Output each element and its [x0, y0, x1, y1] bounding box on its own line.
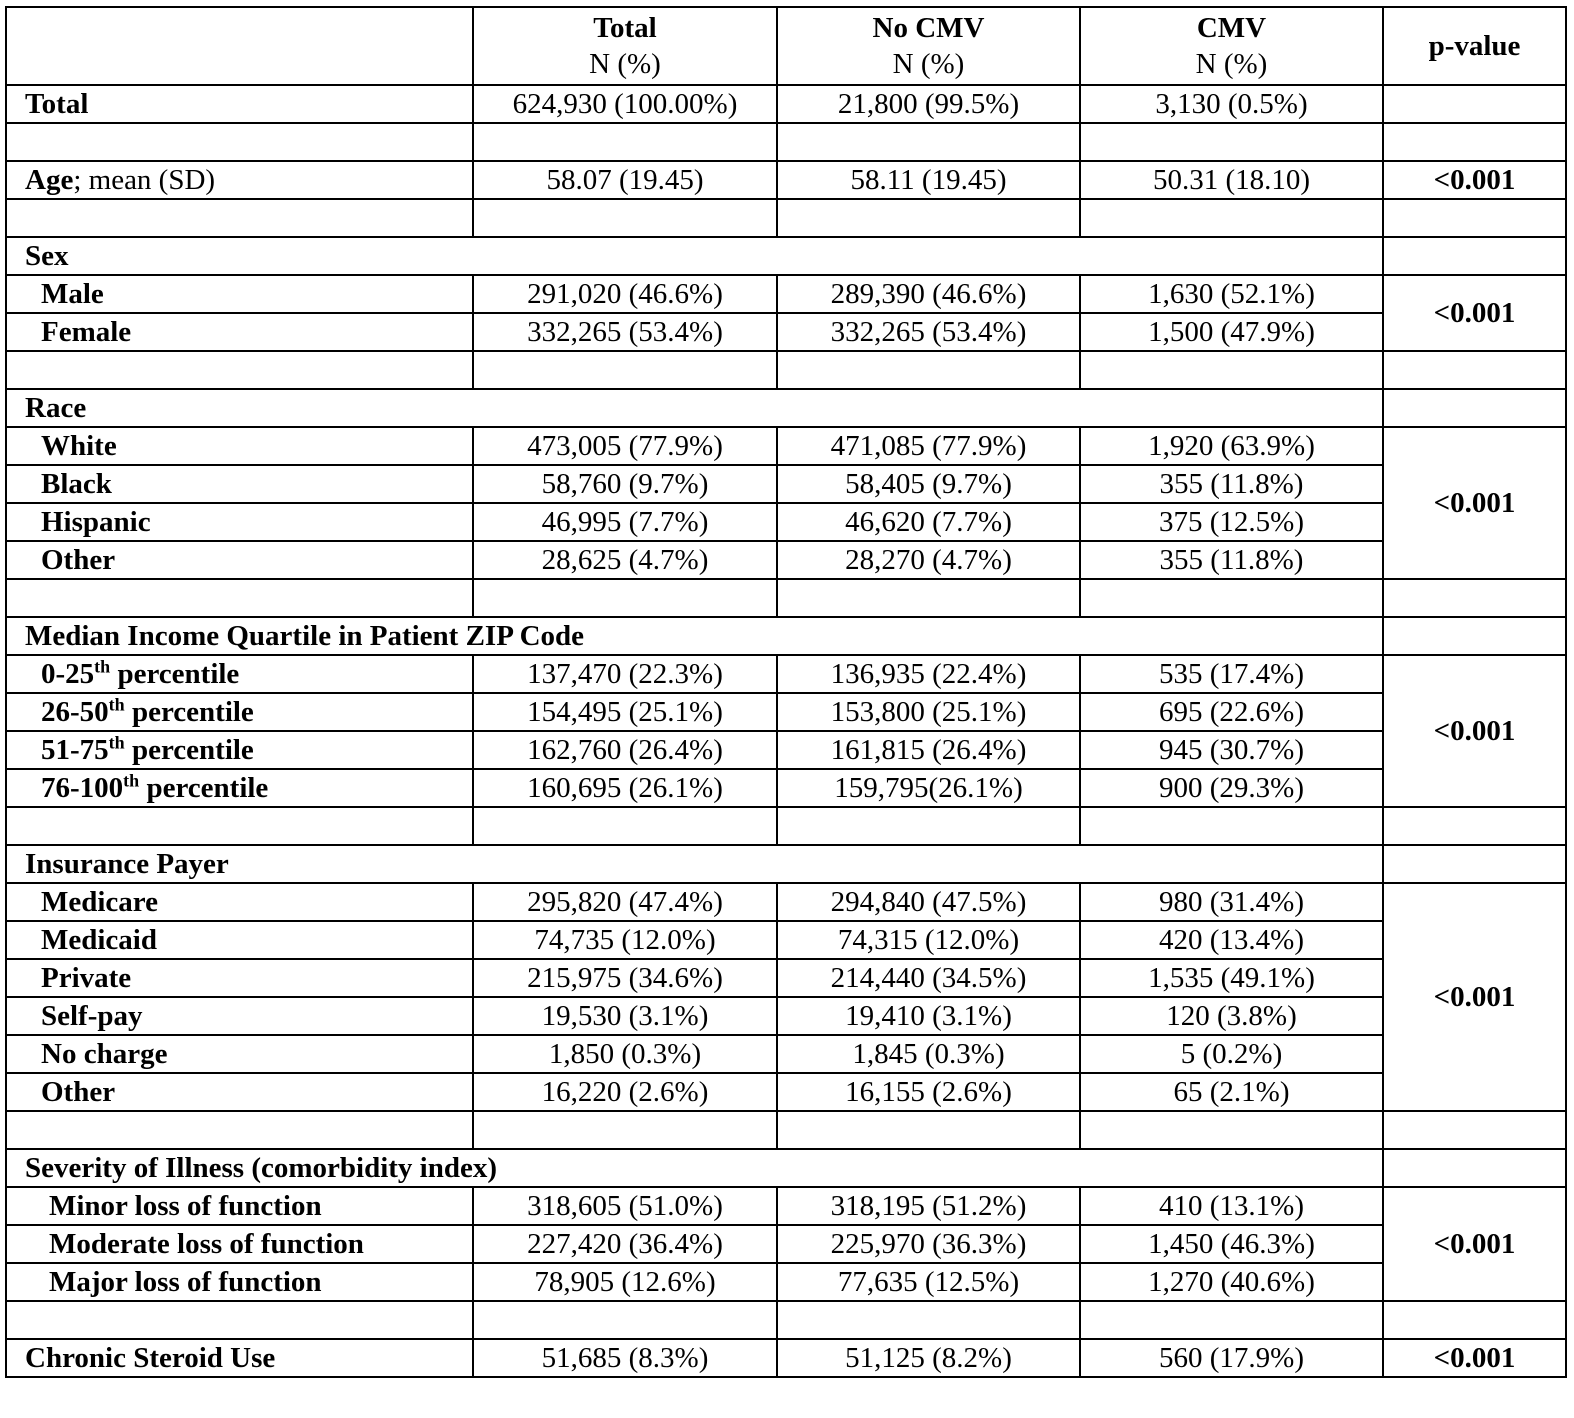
row-label-suffix: percentile	[110, 658, 240, 690]
superscript: th	[94, 656, 111, 677]
no-cmv-value: 471,085 (77.9%)	[777, 427, 1080, 465]
blank-cell	[473, 579, 777, 617]
blank-cell	[473, 351, 777, 389]
cmv-value: 355 (11.8%)	[1080, 465, 1383, 503]
insurance-heading-row	[6, 845, 1566, 883]
blank-cell	[1383, 1301, 1566, 1339]
row-label: No charge	[6, 1035, 473, 1073]
total-value: 19,530 (3.1%)	[473, 997, 777, 1035]
blank-cell	[473, 123, 777, 161]
row-label	[6, 693, 473, 731]
blank-cell	[1383, 351, 1566, 389]
blank-cell	[1383, 807, 1566, 845]
total-value: 227,420 (36.4%)	[473, 1225, 777, 1263]
pvalue-cell: <0.001	[1383, 1339, 1566, 1377]
row-label-text: 0-25	[41, 658, 95, 690]
row-label	[6, 731, 473, 769]
pvalue-cell: <0.001	[1383, 1187, 1566, 1301]
blank-cell	[1080, 1111, 1383, 1149]
blank-cell	[1080, 579, 1383, 617]
table-row	[6, 1035, 1566, 1073]
blank-row	[6, 1111, 1566, 1149]
row-label	[6, 161, 473, 199]
no-cmv-value: 214,440 (34.5%)	[777, 959, 1080, 997]
cmv-value: 65 (2.1%)	[1080, 1073, 1383, 1111]
no-cmv-value: 16,155 (2.6%)	[777, 1073, 1080, 1111]
table-row	[6, 1187, 1566, 1225]
blank-cell	[777, 807, 1080, 845]
characteristics-table	[5, 6, 1567, 1378]
cmv-value: 120 (3.8%)	[1080, 997, 1383, 1035]
cmv-value: 695 (22.6%)	[1080, 693, 1383, 731]
pvalue-cell: <0.001	[1383, 655, 1566, 807]
no-cmv-value: 58.11 (19.45)	[777, 161, 1080, 199]
superscript: th	[108, 694, 125, 715]
header-empty	[6, 7, 473, 85]
table-row	[6, 275, 1566, 313]
no-cmv-value: 28,270 (4.7%)	[777, 541, 1080, 579]
blank-cell	[777, 579, 1080, 617]
cmv-value: 1,500 (47.9%)	[1080, 313, 1383, 351]
blank-cell	[1080, 199, 1383, 237]
no-cmv-value: 332,265 (53.4%)	[777, 313, 1080, 351]
total-value: 154,495 (25.1%)	[473, 693, 777, 731]
row-label: Major loss of function	[6, 1263, 473, 1301]
no-cmv-value: 19,410 (3.1%)	[777, 997, 1080, 1035]
total-value: 1,850 (0.3%)	[473, 1035, 777, 1073]
total-value: 318,605 (51.0%)	[473, 1187, 777, 1225]
pvalue-cell: <0.001	[1383, 161, 1566, 199]
cmv-value: 5 (0.2%)	[1080, 1035, 1383, 1073]
table-row	[6, 693, 1566, 731]
cmv-value: 900 (29.3%)	[1080, 769, 1383, 807]
blank-cell	[1080, 123, 1383, 161]
no-cmv-value: 51,125 (8.2%)	[777, 1339, 1080, 1377]
row-label: Other	[6, 1073, 473, 1111]
no-cmv-value: 294,840 (47.5%)	[777, 883, 1080, 921]
total-value: 473,005 (77.9%)	[473, 427, 777, 465]
cmv-value: 1,270 (40.6%)	[1080, 1263, 1383, 1301]
blank-cell	[1080, 1301, 1383, 1339]
blank-cell	[6, 807, 473, 845]
blank-row	[6, 579, 1566, 617]
severity-heading-row	[6, 1149, 1566, 1187]
pvalue-cell	[1383, 389, 1566, 427]
superscript: th	[123, 770, 140, 791]
row-label-suffix: percentile	[139, 772, 269, 804]
table-row	[6, 1073, 1566, 1111]
no-cmv-value: 77,635 (12.5%)	[777, 1263, 1080, 1301]
table-row	[6, 997, 1566, 1035]
blank-cell	[6, 1111, 473, 1149]
row-label-suffix: percentile	[124, 734, 254, 766]
blank-cell	[6, 351, 473, 389]
table-row	[6, 1263, 1566, 1301]
table-row	[6, 731, 1566, 769]
total-value: 215,975 (34.6%)	[473, 959, 777, 997]
cmv-value: 420 (13.4%)	[1080, 921, 1383, 959]
table-row	[6, 883, 1566, 921]
cmv-value: 945 (30.7%)	[1080, 731, 1383, 769]
blank-cell	[1080, 807, 1383, 845]
blank-row	[6, 807, 1566, 845]
total-value: 295,820 (47.4%)	[473, 883, 777, 921]
row-label: Black	[6, 465, 473, 503]
cmv-value: 355 (11.8%)	[1080, 541, 1383, 579]
total-row	[6, 85, 1566, 123]
pvalue-cell	[1383, 845, 1566, 883]
cmv-value: 1,630 (52.1%)	[1080, 275, 1383, 313]
cmv-value: 50.31 (18.10)	[1080, 161, 1383, 199]
row-label: Total	[6, 85, 473, 123]
header-row	[6, 7, 1566, 85]
blank-cell	[473, 1111, 777, 1149]
blank-row	[6, 199, 1566, 237]
steroid-row	[6, 1339, 1566, 1377]
blank-row	[6, 351, 1566, 389]
table-row	[6, 427, 1566, 465]
blank-cell	[473, 807, 777, 845]
age-label-rest: ; mean (SD)	[73, 164, 216, 196]
row-label: Other	[6, 541, 473, 579]
cmv-value: 375 (12.5%)	[1080, 503, 1383, 541]
total-value: 332,265 (53.4%)	[473, 313, 777, 351]
row-label: Minor loss of function	[6, 1187, 473, 1225]
cmv-value: 1,535 (49.1%)	[1080, 959, 1383, 997]
table-row	[6, 503, 1566, 541]
blank-cell	[1080, 351, 1383, 389]
blank-cell	[777, 123, 1080, 161]
no-cmv-value: 153,800 (25.1%)	[777, 693, 1080, 731]
total-value: 58.07 (19.45)	[473, 161, 777, 199]
table-row	[6, 959, 1566, 997]
row-label: Male	[6, 275, 473, 313]
pvalue-cell	[1383, 617, 1566, 655]
pvalue-cell: <0.001	[1383, 883, 1566, 1111]
cmv-value: 535 (17.4%)	[1080, 655, 1383, 693]
total-value: 162,760 (26.4%)	[473, 731, 777, 769]
blank-cell	[6, 123, 473, 161]
blank-cell	[777, 1111, 1080, 1149]
total-value: 74,735 (12.0%)	[473, 921, 777, 959]
cmv-value: 1,450 (46.3%)	[1080, 1225, 1383, 1263]
row-label: Medicare	[6, 883, 473, 921]
pvalue-cell: <0.001	[1383, 427, 1566, 579]
sex-heading-row	[6, 237, 1566, 275]
age-label-bold: Age	[25, 164, 74, 196]
total-value: 58,760 (9.7%)	[473, 465, 777, 503]
table-row	[6, 313, 1566, 351]
row-label: Private	[6, 959, 473, 997]
pvalue-cell	[1383, 1149, 1566, 1187]
no-cmv-value: 289,390 (46.6%)	[777, 275, 1080, 313]
row-label-suffix: percentile	[124, 696, 254, 728]
pvalue-cell	[1383, 85, 1566, 123]
table-row	[6, 465, 1566, 503]
cmv-value: 410 (13.1%)	[1080, 1187, 1383, 1225]
total-value: 624,930 (100.00%)	[473, 85, 777, 123]
total-value: 160,695 (26.1%)	[473, 769, 777, 807]
row-label	[6, 655, 473, 693]
no-cmv-value: 225,970 (36.3%)	[777, 1225, 1080, 1263]
no-cmv-value: 58,405 (9.7%)	[777, 465, 1080, 503]
superscript: th	[108, 732, 125, 753]
blank-cell	[6, 579, 473, 617]
blank-cell	[1383, 1111, 1566, 1149]
header-cmv: CMV N (%)	[1080, 7, 1383, 85]
row-label: Female	[6, 313, 473, 351]
row-label: Moderate loss of function	[6, 1225, 473, 1263]
row-label: White	[6, 427, 473, 465]
row-label: Self-pay	[6, 997, 473, 1035]
blank-cell	[1383, 579, 1566, 617]
section-heading: Insurance Payer	[6, 845, 1383, 883]
pvalue-cell	[1383, 237, 1566, 275]
cmv-value: 560 (17.9%)	[1080, 1339, 1383, 1377]
row-label: Hispanic	[6, 503, 473, 541]
section-heading: Race	[6, 389, 1383, 427]
header-total: Total N (%)	[473, 7, 777, 85]
no-cmv-value: 74,315 (12.0%)	[777, 921, 1080, 959]
blank-cell	[473, 199, 777, 237]
total-value: 291,020 (46.6%)	[473, 275, 777, 313]
blank-cell	[473, 1301, 777, 1339]
table-row	[6, 1225, 1566, 1263]
row-label-text: 26-50	[41, 696, 109, 728]
row-label-text: 51-75	[41, 734, 109, 766]
blank-cell	[6, 1301, 473, 1339]
table-row	[6, 769, 1566, 807]
race-heading-row	[6, 389, 1566, 427]
section-heading: Sex	[6, 237, 1383, 275]
no-cmv-value: 161,815 (26.4%)	[777, 731, 1080, 769]
blank-row	[6, 1301, 1566, 1339]
age-row	[6, 161, 1566, 199]
row-label: Chronic Steroid Use	[6, 1339, 473, 1377]
table-row	[6, 921, 1566, 959]
total-value: 137,470 (22.3%)	[473, 655, 777, 693]
income-heading-row	[6, 617, 1566, 655]
table-row	[6, 655, 1566, 693]
table-row	[6, 541, 1566, 579]
row-label-text: 76-100	[41, 772, 124, 804]
no-cmv-value: 136,935 (22.4%)	[777, 655, 1080, 693]
blank-cell	[1383, 123, 1566, 161]
no-cmv-value: 21,800 (99.5%)	[777, 85, 1080, 123]
cmv-value: 980 (31.4%)	[1080, 883, 1383, 921]
total-value: 28,625 (4.7%)	[473, 541, 777, 579]
row-label	[6, 769, 473, 807]
blank-cell	[777, 351, 1080, 389]
total-value: 16,220 (2.6%)	[473, 1073, 777, 1111]
total-value: 46,995 (7.7%)	[473, 503, 777, 541]
total-value: 78,905 (12.6%)	[473, 1263, 777, 1301]
cmv-value: 1,920 (63.9%)	[1080, 427, 1383, 465]
blank-cell	[777, 1301, 1080, 1339]
no-cmv-value: 159,795(26.1%)	[777, 769, 1080, 807]
row-label: Medicaid	[6, 921, 473, 959]
no-cmv-value: 318,195 (51.2%)	[777, 1187, 1080, 1225]
blank-cell	[777, 199, 1080, 237]
no-cmv-value: 1,845 (0.3%)	[777, 1035, 1080, 1073]
cmv-value: 3,130 (0.5%)	[1080, 85, 1383, 123]
pvalue-cell: <0.001	[1383, 275, 1566, 351]
blank-cell	[1383, 199, 1566, 237]
blank-row	[6, 123, 1566, 161]
header-no-cmv: No CMV N (%)	[777, 7, 1080, 85]
section-heading: Severity of Illness (comorbidity index)	[6, 1149, 1383, 1187]
total-value: 51,685 (8.3%)	[473, 1339, 777, 1377]
no-cmv-value: 46,620 (7.7%)	[777, 503, 1080, 541]
header-pvalue: p-value	[1383, 7, 1566, 85]
blank-cell	[6, 199, 473, 237]
section-heading: Median Income Quartile in Patient ZIP Code	[6, 617, 1383, 655]
